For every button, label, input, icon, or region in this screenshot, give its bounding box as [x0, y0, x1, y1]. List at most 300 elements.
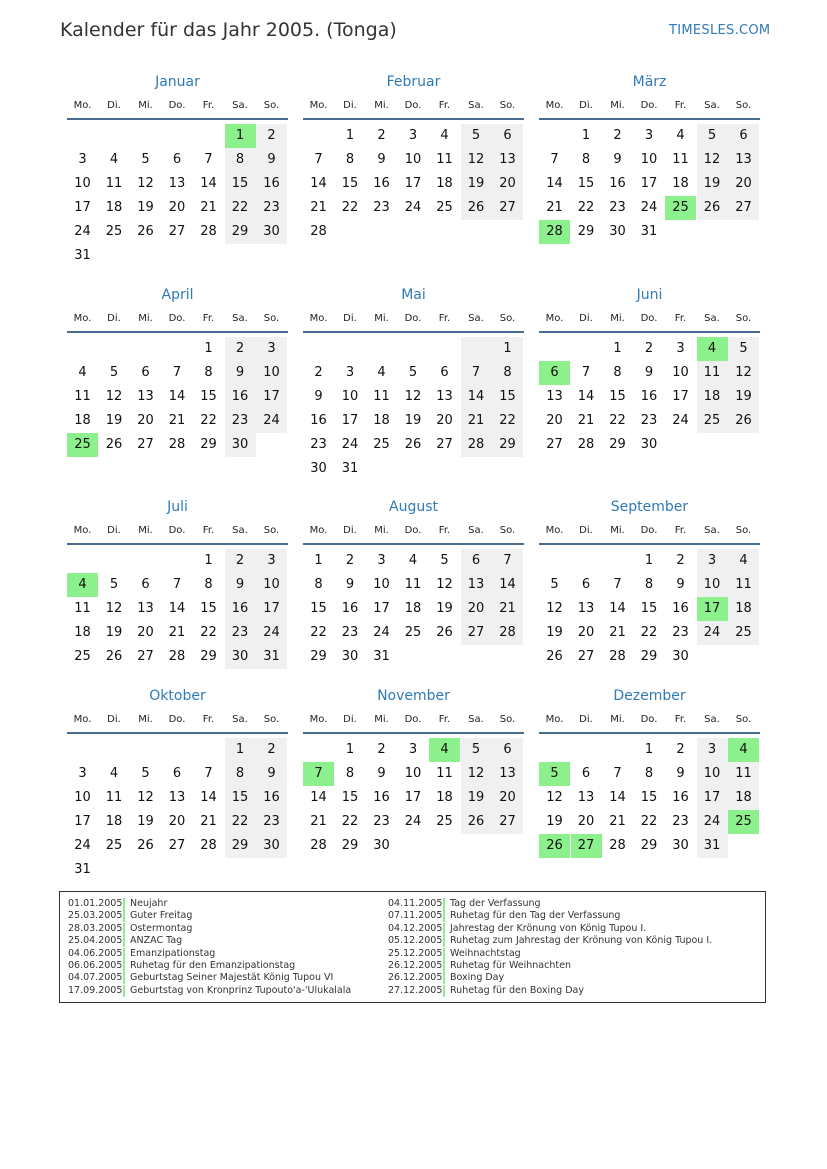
month-divider [67, 543, 288, 545]
weekday-header: So. [735, 100, 752, 111]
day-cell: 29 [200, 437, 217, 452]
day-cell: 11 [404, 577, 422, 592]
day-cell: 10 [256, 361, 287, 385]
day-cell: 5 [109, 577, 119, 592]
day-cell: 24 [672, 413, 689, 428]
day-cell: 15 [492, 385, 523, 409]
day-cell: 30 [341, 649, 359, 664]
weekday-header: So. [499, 525, 516, 536]
legend-item [68, 935, 182, 947]
day-cell: 3 [644, 128, 654, 143]
weekday-header: Mo. [309, 313, 328, 324]
brand-link[interactable]: TIMESLES.COM [669, 23, 771, 38]
legend-date: 25.12.2005 [388, 948, 445, 960]
legend-holiday-name: Weihnachtstag [450, 947, 521, 959]
day-cell: 5 [550, 577, 559, 592]
weekday-header: Fr. [438, 714, 451, 725]
month-name: Oktober [149, 688, 206, 704]
weekday-header: Fr. [202, 525, 215, 536]
day-cell: 9 [256, 148, 287, 172]
day-cell: 12 [137, 176, 154, 191]
day-cell: 3 [697, 549, 728, 573]
weekday-header: Di. [107, 714, 121, 725]
day-cell: 19 [436, 601, 453, 616]
legend-item [68, 972, 333, 984]
day-cell: 23 [640, 413, 658, 428]
day-cell: 2 [314, 365, 323, 380]
day-cell: 9 [377, 152, 386, 167]
weekday-header: Fr. [202, 313, 215, 324]
day-cell: 1 [204, 341, 213, 356]
day-cell: 23 [256, 810, 287, 834]
weekday-header: Di. [343, 313, 357, 324]
day-cell: 15 [640, 601, 658, 616]
month-block [539, 287, 760, 487]
month-block [539, 74, 760, 274]
legend-item [68, 910, 192, 922]
day-cell: 10 [404, 152, 422, 167]
weekday-header: Di. [579, 313, 593, 324]
holiday-day: 25 [665, 196, 696, 220]
weekday-header: So. [263, 525, 280, 536]
day-cell: 8 [581, 152, 591, 167]
weekday-header: Do. [168, 313, 186, 324]
day-cell: 12 [546, 601, 563, 616]
day-cell: 7 [314, 152, 323, 167]
day-cell: 13 [492, 762, 523, 786]
month-name: Dezember [613, 688, 686, 704]
day-cell: 4 [440, 128, 449, 143]
day-cell: 5 [141, 152, 150, 167]
day-cell: 1 [314, 553, 323, 568]
holiday-day: 28 [539, 220, 570, 244]
day-cell: 27 [546, 437, 563, 452]
day-cell: 1 [345, 742, 355, 757]
weekday-header: Fr. [438, 100, 451, 111]
day-cell: 9 [644, 365, 654, 380]
day-cell: 21 [609, 625, 626, 640]
day-cell: 24 [74, 224, 91, 239]
day-cell: 25 [436, 200, 453, 215]
day-cell: 3 [78, 766, 87, 781]
legend-item [388, 898, 541, 910]
weekday-header: Mi. [374, 714, 389, 725]
weekday-header: Di. [579, 100, 593, 111]
legend-date: 04.12.2005 [388, 923, 445, 935]
day-cell: 24 [74, 838, 91, 853]
month-divider [539, 732, 760, 734]
weekday-header: So. [499, 313, 516, 324]
weekday-header: Di. [579, 714, 593, 725]
day-cell: 21 [168, 625, 186, 640]
day-cell: 25 [436, 814, 453, 829]
day-cell: 4 [109, 152, 119, 167]
day-cell: 5 [697, 124, 728, 148]
weekday-header: Mo. [73, 100, 92, 111]
day-cell: 1 [345, 128, 355, 143]
day-cell: 17 [256, 385, 287, 409]
day-cell: 7 [461, 361, 492, 385]
weekday-header: Fr. [674, 313, 687, 324]
day-cell: 14 [546, 176, 563, 191]
weekday-header: Mi. [138, 100, 153, 111]
weekday-header: Mo. [545, 100, 564, 111]
day-cell: 23 [341, 625, 359, 640]
day-cell: 4 [377, 365, 386, 380]
day-cell: 11 [672, 152, 689, 167]
weekday-header: Mi. [374, 100, 389, 111]
day-cell: 12 [105, 389, 123, 404]
day-cell: 31 [640, 224, 658, 239]
day-cell: 16 [373, 176, 390, 191]
month-name: August [389, 499, 438, 515]
day-cell: 3 [697, 738, 728, 762]
day-cell: 19 [546, 814, 563, 829]
day-cell: 6 [492, 124, 523, 148]
legend-date: 28.03.2005 [68, 923, 125, 935]
day-cell: 26 [697, 196, 728, 220]
day-cell: 29 [640, 649, 658, 664]
weekday-header: Mo. [545, 714, 564, 725]
month-name: September [610, 499, 689, 515]
day-cell: 6 [581, 577, 591, 592]
legend-item [68, 898, 167, 910]
legend-holiday-name: Tag der Verfassung [450, 898, 541, 909]
day-cell: 25 [404, 625, 422, 640]
legend-date: 26.12.2005 [388, 972, 445, 984]
day-cell: 9 [225, 361, 256, 385]
day-cell: 5 [141, 766, 150, 781]
day-cell: 19 [105, 413, 123, 428]
day-cell: 17 [672, 389, 689, 404]
weekday-header: Mi. [610, 525, 625, 536]
day-cell: 20 [728, 172, 759, 196]
legend-item [388, 972, 504, 984]
day-cell: 18 [105, 200, 123, 215]
day-cell: 23 [310, 437, 327, 452]
day-cell: 17 [373, 601, 390, 616]
day-cell: 22 [225, 810, 256, 834]
day-cell: 31 [341, 461, 359, 476]
month-divider [67, 732, 288, 734]
day-cell: 15 [225, 786, 256, 810]
day-cell: 23 [256, 196, 287, 220]
day-cell: 13 [168, 176, 186, 191]
empty-weekend-cell [461, 337, 492, 361]
day-cell: 29 [310, 649, 327, 664]
day-cell: 7 [550, 152, 559, 167]
weekday-header: Mi. [138, 525, 153, 536]
month-block [303, 499, 524, 699]
day-cell: 8 [345, 152, 355, 167]
day-cell: 15 [341, 790, 359, 805]
day-cell: 24 [341, 437, 359, 452]
day-cell: 14 [492, 573, 523, 597]
month-block [67, 499, 288, 699]
weekday-header: Fr. [202, 714, 215, 725]
weekday-header: Mi. [610, 313, 625, 324]
day-cell: 19 [461, 172, 492, 196]
day-cell: 2 [377, 742, 386, 757]
month-block [67, 74, 288, 274]
day-cell: 13 [546, 389, 563, 404]
day-cell: 16 [672, 790, 689, 805]
day-cell: 23 [225, 621, 256, 645]
day-cell: 26 [461, 196, 492, 220]
weekday-header: So. [263, 313, 280, 324]
day-cell: 17 [74, 200, 91, 215]
day-cell: 20 [137, 413, 154, 428]
day-cell: 16 [609, 176, 626, 191]
day-cell: 8 [613, 365, 622, 380]
day-cell: 15 [640, 790, 658, 805]
day-cell: 9 [225, 573, 256, 597]
legend-holiday-name: Ruhetag für den Boxing Day [450, 984, 584, 996]
day-cell: 28 [492, 621, 523, 645]
legend-date: 05.12.2005 [388, 935, 445, 947]
day-cell: 24 [256, 409, 287, 433]
day-cell: 8 [644, 766, 654, 781]
legend-date: 26.12.2005 [388, 960, 445, 972]
weekday-header: So. [263, 714, 280, 725]
month-name: April [161, 287, 194, 303]
day-cell: 1 [492, 337, 523, 361]
day-cell: 1 [644, 742, 654, 757]
month-name: Februar [386, 74, 441, 90]
day-cell: 18 [672, 176, 689, 191]
legend-item [68, 985, 351, 997]
weekday-header: Do. [168, 714, 186, 725]
month-block [67, 287, 288, 487]
day-cell: 20 [492, 786, 523, 810]
day-cell: 6 [440, 365, 449, 380]
day-cell: 28 [200, 224, 217, 239]
day-cell: 23 [609, 200, 626, 215]
day-cell: 12 [728, 361, 759, 385]
day-cell: 6 [461, 549, 492, 573]
day-cell: 27 [168, 224, 186, 239]
day-cell: 8 [314, 577, 323, 592]
day-cell: 7 [613, 766, 622, 781]
day-cell: 8 [492, 361, 523, 385]
day-cell: 8 [345, 766, 355, 781]
weekday-header: Di. [579, 525, 593, 536]
holiday-legend [59, 891, 766, 1003]
day-cell: 16 [672, 601, 689, 616]
day-cell: 8 [225, 762, 256, 786]
month-block [303, 287, 524, 487]
legend-holiday-name: Ostermontag [130, 922, 193, 934]
weekday-header: Mi. [374, 313, 389, 324]
weekday-header: Sa. [468, 100, 484, 111]
month-divider [303, 543, 524, 545]
day-cell: 26 [137, 838, 154, 853]
weekday-header: Sa. [468, 714, 484, 725]
day-cell: 10 [373, 577, 390, 592]
weekday-header: Fr. [674, 100, 687, 111]
day-cell: 19 [697, 172, 728, 196]
day-cell: 20 [137, 625, 154, 640]
holiday-day: 26 [539, 834, 570, 858]
weekday-header: Sa. [232, 714, 248, 725]
holiday-day: 4 [67, 573, 98, 597]
day-cell: 21 [492, 597, 523, 621]
day-cell: 17 [404, 176, 422, 191]
day-cell: 3 [345, 365, 355, 380]
day-cell: 22 [492, 409, 523, 433]
day-cell: 30 [310, 461, 327, 476]
day-cell: 11 [728, 573, 759, 597]
weekday-header: Mi. [138, 714, 153, 725]
day-cell: 31 [373, 649, 390, 664]
day-cell: 15 [577, 176, 595, 191]
legend-date: 25.04.2005 [68, 935, 125, 947]
month-name: Januar [155, 74, 200, 90]
day-cell: 4 [78, 365, 87, 380]
day-cell: 30 [373, 838, 390, 853]
weekday-header: Fr. [674, 525, 687, 536]
day-cell: 26 [105, 649, 123, 664]
day-cell: 16 [256, 786, 287, 810]
weekday-header: Do. [168, 100, 186, 111]
legend-item [388, 960, 571, 972]
day-cell: 23 [672, 814, 689, 829]
day-cell: 19 [105, 625, 123, 640]
legend-holiday-name: Geburtstag Seiner Majestät König Tupou VI [130, 972, 334, 984]
legend-date: 01.01.2005 [68, 898, 125, 910]
day-cell: 31 [74, 248, 91, 263]
weekday-header: So. [263, 100, 280, 111]
weekday-header: Mo. [545, 313, 564, 324]
weekday-header: Sa. [468, 525, 484, 536]
day-cell: 11 [373, 389, 390, 404]
holiday-day: 6 [539, 361, 570, 385]
day-cell: 18 [436, 790, 453, 805]
day-cell: 2 [676, 553, 685, 568]
holiday-day: 1 [225, 124, 256, 148]
day-cell: 6 [172, 766, 182, 781]
day-cell: 6 [728, 124, 759, 148]
weekday-header: So. [735, 525, 752, 536]
day-cell: 31 [74, 862, 91, 877]
day-cell: 12 [404, 389, 422, 404]
day-cell: 13 [577, 790, 595, 805]
day-cell: 28 [609, 838, 626, 853]
day-cell: 6 [172, 152, 182, 167]
day-cell: 9 [256, 762, 287, 786]
day-cell: 16 [341, 601, 359, 616]
day-cell: 23 [373, 200, 390, 215]
day-cell: 20 [492, 172, 523, 196]
day-cell: 1 [204, 553, 213, 568]
day-cell: 10 [640, 152, 658, 167]
day-cell: 20 [168, 814, 186, 829]
holiday-day: 25 [67, 433, 98, 457]
legend-holiday-name: Emanzipationstag [130, 947, 216, 959]
legend-date: 04.06.2005 [68, 948, 125, 960]
day-cell: 10 [697, 573, 728, 597]
page-title: Kalender für das Jahr 2005. (Tonga) [60, 19, 397, 41]
day-cell: 30 [256, 220, 287, 244]
day-cell: 1 [613, 341, 622, 356]
day-cell: 23 [373, 814, 390, 829]
day-cell: 2 [256, 124, 287, 148]
day-cell: 5 [440, 553, 449, 568]
day-cell: 21 [609, 814, 626, 829]
holiday-day: 17 [697, 597, 728, 621]
day-cell: 10 [256, 573, 287, 597]
day-cell: 16 [373, 790, 390, 805]
weekday-header: Do. [640, 313, 658, 324]
day-cell: 5 [728, 337, 759, 361]
day-cell: 30 [225, 433, 256, 457]
legend-date: 07.11.2005 [388, 910, 445, 922]
day-cell: 28 [168, 649, 186, 664]
day-cell: 6 [581, 766, 591, 781]
day-cell: 7 [204, 766, 213, 781]
weekday-header: Mi. [374, 525, 389, 536]
day-cell: 21 [168, 413, 186, 428]
day-cell: 22 [200, 413, 217, 428]
day-cell: 3 [377, 553, 386, 568]
day-cell: 12 [461, 762, 492, 786]
day-cell: 10 [672, 365, 689, 380]
day-cell: 13 [461, 573, 492, 597]
day-cell: 16 [225, 597, 256, 621]
day-cell: 24 [404, 814, 422, 829]
holiday-day: 5 [539, 762, 570, 786]
day-cell: 19 [461, 786, 492, 810]
day-cell: 22 [225, 196, 256, 220]
weekday-header: Sa. [704, 100, 720, 111]
day-cell: 21 [461, 409, 492, 433]
weekday-header: Mo. [309, 100, 328, 111]
day-cell: 13 [137, 601, 154, 616]
day-cell: 18 [74, 413, 91, 428]
day-cell: 4 [109, 766, 119, 781]
day-cell: 24 [404, 200, 422, 215]
weekday-header: Mi. [138, 313, 153, 324]
month-divider [67, 331, 288, 333]
day-cell: 29 [200, 649, 217, 664]
day-cell: 7 [172, 577, 182, 592]
holiday-day: 25 [728, 810, 759, 834]
weekday-header: Sa. [232, 525, 248, 536]
day-cell: 26 [546, 649, 563, 664]
day-cell: 28 [609, 649, 626, 664]
day-cell: 6 [141, 577, 150, 592]
day-cell: 9 [377, 766, 386, 781]
day-cell: 19 [404, 413, 422, 428]
weekday-header: Sa. [704, 525, 720, 536]
day-cell: 11 [728, 762, 759, 786]
day-cell: 13 [168, 790, 186, 805]
legend-item [68, 960, 295, 972]
day-cell: 12 [137, 790, 154, 805]
day-cell: 17 [404, 790, 422, 805]
legend-holiday-name: Geburtstag von Kronprinz Tupouto'a-'Ulukalala [130, 984, 352, 996]
weekday-header: So. [735, 313, 752, 324]
legend-item [68, 948, 215, 960]
day-cell: 5 [109, 365, 119, 380]
holiday-day: 4 [728, 738, 759, 762]
day-cell: 13 [577, 601, 595, 616]
day-cell: 27 [728, 196, 759, 220]
weekday-header: Sa. [232, 100, 248, 111]
legend-holiday-name: Jahrestag der Krönung von König Tupou I. [450, 922, 647, 934]
day-cell: 18 [105, 814, 123, 829]
legend-holiday-name: Ruhetag zum Jahrestag der Krönung von König Tupou I. [450, 935, 713, 947]
